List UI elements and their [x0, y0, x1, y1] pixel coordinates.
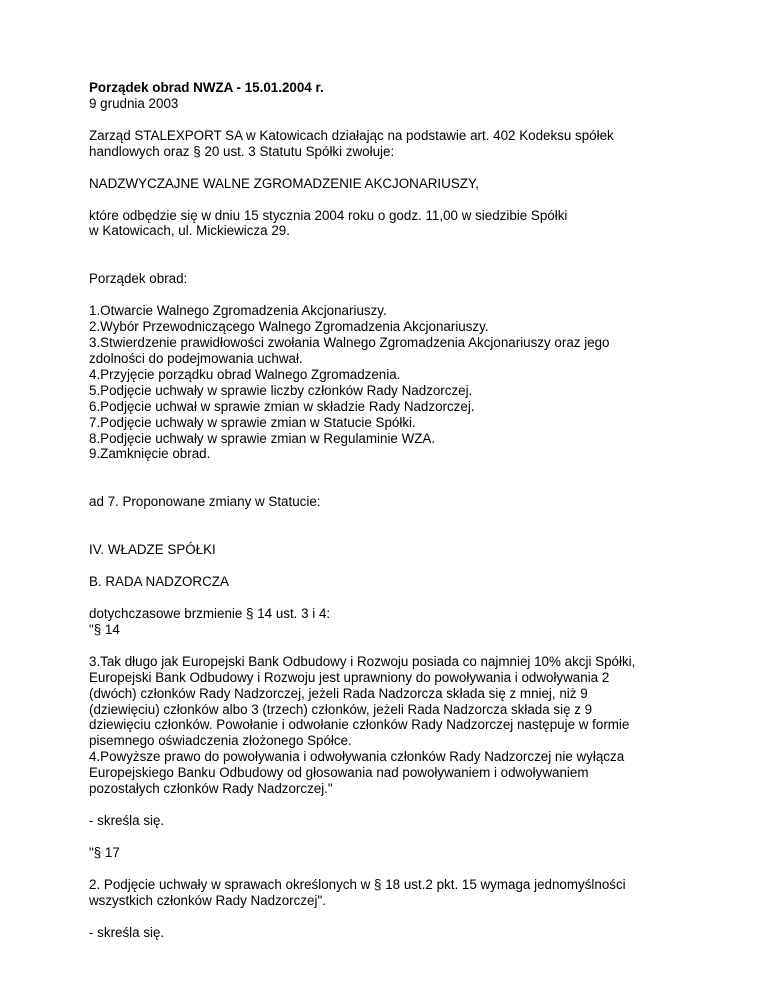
document-title: Porządek obrad NWZA - 15.01.2004 r. [89, 80, 324, 95]
agenda-item: 1.Otwarcie Walnego Zgromadzenia Akcjonariuszy. [89, 303, 387, 319]
section-heading: IV. WŁADZE SPÓŁKI [89, 542, 216, 558]
agenda-item: zdolności do podejmowania uchwał. [89, 350, 303, 366]
paragraph-text-line: dziewięciu członków. Powołanie i odwołanie członków Rady Nadzorczej następuje w formie [89, 717, 630, 733]
strike-note: - skreśla się. [89, 924, 165, 940]
agenda-item: 9.Zamknięcie obrad. [89, 446, 211, 462]
document-date: 9 grudnia 2003 [89, 95, 179, 111]
subsection-heading: B. RADA NADZORCZA [89, 574, 229, 590]
agenda-item: 2.Wybór Przewodniczącego Walnego Zgromadzenia Akcjonariuszy. [89, 319, 489, 335]
agenda-item: 5.Podjęcie uchwały w sprawie liczby członków Rady Nadzorczej. [89, 382, 473, 398]
agenda-item: 7.Podjęcie uchwały w sprawie zmian w Statucie Spółki. [89, 414, 416, 430]
current-wording-label: dotychczasowe brzmienie § 14 ust. 3 i 4: [89, 606, 331, 622]
agenda-item: 8.Podjęcie uchwały w sprawie zmian w Regulaminie WZA. [89, 430, 436, 446]
convening-heading: NADZWYCZAJNE WALNE ZGROMADZENIE AKCJONARIUSZY, [89, 175, 479, 191]
agenda-item: 6.Podjęcie uchwał w sprawie zmian w składzie Rady Nadzorczej. [89, 398, 475, 414]
meeting-line: które odbędzie się w dniu 15 stycznia 2004 roku o godz. 11,00 w siedzibie Spółki [89, 207, 568, 223]
paragraph-mark: "§ 17 [89, 844, 120, 860]
paragraph-text-line: pisemnego oświadczenia złożonego Spółce. [89, 733, 352, 749]
strike-note: - skreśla się. [89, 813, 165, 828]
paragraph-text-line: 3.Tak długo jak Europejski Bank Odbudowy i Rozwoju posiada co najmniej 10% akcji Spółki, [89, 653, 636, 669]
paragraph-text-line: wszystkich członków Rady Nadzorczej". [89, 892, 326, 908]
paragraph-mark: "§ 14 [89, 621, 120, 637]
agenda-item: 4.Przyjęcie porządku obrad Walnego Zgromadzenia. [89, 366, 401, 382]
paragraph-text-line: Europejskiego Banku Odbudowy od głosowania nad powoływaniem i odwoływaniem [89, 765, 589, 781]
amendments-intro: ad 7. Proponowane zmiany w Statucie: [89, 494, 321, 510]
paragraph-text-line: (dwóch) członków Rady Nadzorczej, jeżeli Rada Nadzorcza składa się z mniej, niż 9 [89, 685, 588, 701]
paragraph-text-line: (dziewięciu) członków albo 3 (trzech) członków, jeżeli Rada Nadzorcza składa się z 9 [89, 701, 593, 717]
paragraph-text-line: 4.Powyższe prawo do powoływania i odwoływania członków Rady Nadzorczej nie wyłącza [89, 749, 625, 765]
meeting-line: w Katowicach, ul. Mickiewicza 29. [89, 223, 290, 239]
paragraph-text-line: 2. Podjęcie uchwały w sprawach określonych w § 18 ust.2 pkt. 15 wymaga jednomyślności [89, 876, 626, 892]
intro-line: Zarząd STALEXPORT SA w Katowicach działając na podstawie art. 402 Kodeksu spółek [89, 127, 614, 143]
paragraph-text-line: pozostałych członków Rady Nadzorczej." [89, 781, 333, 797]
agenda-item: 3.Stwierdzenie prawidłowości zwołania Walnego Zgromadzenia Akcjonariuszy oraz jego [89, 335, 610, 351]
paragraph-text-line: Europejski Bank Odbudowy i Rozwoju jest uprawniony do powoływania i odwoływania 2 [89, 669, 610, 685]
intro-line: handlowych oraz § 20 ust. 3 Statutu Spółki zwołuje: [89, 143, 395, 159]
agenda-heading: Porządek obrad: [89, 271, 188, 287]
document-page [89, 80, 689, 941]
